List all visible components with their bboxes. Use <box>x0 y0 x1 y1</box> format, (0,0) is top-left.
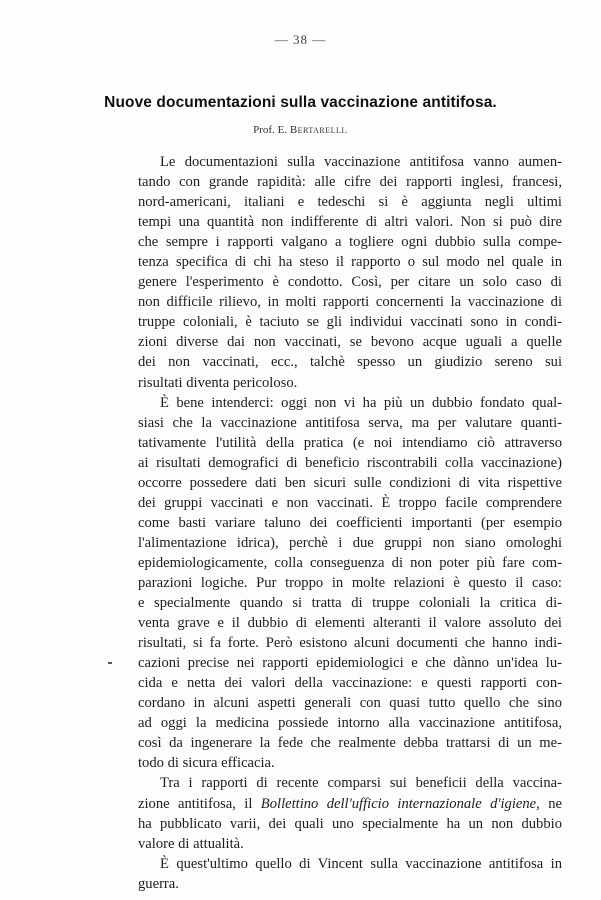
author-prefix: Prof. E. <box>253 124 290 136</box>
paragraph-2 <box>138 393 562 774</box>
text-segment: ne <box>539 795 562 812</box>
journal-title: Bollettino dell'ufficio internazionale d'igiene, <box>260 795 540 812</box>
text-line: cida e netta dei valori della vaccinazione: e questi rapporti con- <box>138 675 562 692</box>
text-line: risultati diventa pericoloso. <box>138 374 298 391</box>
text-line: valore di attualità. <box>138 835 244 852</box>
article-body <box>138 152 562 894</box>
text-line: Le documentazioni sulla vaccinazione antitifosa vanno aumen- <box>160 154 562 170</box>
text-line <box>138 794 562 814</box>
text-line: genere l'esperimento è condotto. Così, per citare un solo caso di <box>138 274 562 291</box>
article-title: Nuove documentazioni sulla vaccinazione antitifosa. <box>104 94 497 111</box>
text-line: tenza specifica di chi ha steso il rapporto o sul modo nel quale in <box>138 254 562 271</box>
text-line: truppe coloniali, è taciuto se gli individui vaccinati sono in condi- <box>138 314 562 331</box>
page-number: — 38 — <box>274 32 327 47</box>
text-line: che sempre i rapporti valgano a togliere ogni dubbio sulla compe- <box>138 234 562 251</box>
text-line: parazioni logiche. Pur troppo in molte relazioni è questo il caso: <box>138 574 562 591</box>
text-line: guerra. <box>138 875 179 892</box>
paragraph-1 <box>138 152 562 393</box>
text-line: e specialmente quando si tratta di truppe coloniali la critica di- <box>138 595 562 612</box>
text-line: tando con grande rapidità: alle cifre dei rapporti inglesi, francesi, <box>138 174 562 191</box>
text-segment: zione antitifosa, il <box>138 795 261 812</box>
text-line: È quest'ultimo quello di Vincent sulla vaccinazione antitifosa in <box>160 855 562 872</box>
paragraph-3 <box>138 773 562 853</box>
margin-mark <box>108 662 112 664</box>
text-line: tativamente l'utilità della pratica (e noi intendiamo ciò attraverso <box>138 434 562 451</box>
text-line: Tra i rapporti di recente comparsi sui beneficii della vaccina- <box>160 775 562 792</box>
text-line: todo di sicura efficacia. <box>138 755 275 772</box>
paragraph-4 <box>138 854 562 894</box>
text-line: occorre possedere dati ben sicuri sulle condizioni di vita rispettive <box>138 474 562 491</box>
text-line: epidemiologicamente, colla conseguenza di non poter più fare com- <box>138 554 562 571</box>
text-line: ai risultati demografici di beneficio riscontrabili colla vaccinazione) <box>138 454 562 471</box>
text-line: cordano in alcuni aspetti generali con quasi tutto quello che sino <box>138 695 562 712</box>
text-line: ha pubblicato varii, dei quali uno specialmente ha un non dubbio <box>138 815 562 832</box>
text-line: nord-americani, italiani e tedeschi si è aggiunta negli ultimi <box>138 194 562 211</box>
text-line: cazioni precise nei rapporti epidemiologici e che dànno un'idea lu- <box>138 655 562 672</box>
text-line: dei gruppi vaccinati e non vaccinati. È troppo facile comprendere <box>138 494 562 511</box>
text-line: risultati, si fa forte. Però esistono alcuni documenti che hanno indi- <box>138 635 562 652</box>
text-line: tempi una quantità non indifferente di altri valori. Non si può dire <box>138 214 562 231</box>
text-line: siasi che la vaccinazione antitifosa serva, ma per valutare quanti- <box>138 414 562 431</box>
text-line: dei non vaccinati, ecc., talchè spesso un giudizio sereno sui <box>138 354 562 371</box>
author-name: Bertarelli. <box>289 124 348 136</box>
text-line: venta grave e il dubbio di elementi alteranti il valore assoluto dei <box>138 615 562 632</box>
text-line: zioni diverse dai non vaccinati, se bevono acque uguali a quelle <box>138 334 562 351</box>
text-line: l'alimentazione idrica), perchè i due gruppi non siano omologhi <box>138 534 562 551</box>
text-line: come basti variare taluno dei coefficienti importanti (per esempio <box>138 514 562 531</box>
author-line <box>0 124 601 136</box>
text-line: È bene intenderci: oggi non vi ha più un dubbio fondato qual- <box>160 394 562 411</box>
text-line: ad oggi la medicina possiede intorno alla vaccinazione antitifosa, <box>138 715 562 732</box>
text-line: non difficile rilievo, in molti rapporti concernenti la vaccinazione di <box>138 294 562 311</box>
text-line: così da ingenerare la fede che realmente debba trattarsi di un me- <box>138 735 562 752</box>
